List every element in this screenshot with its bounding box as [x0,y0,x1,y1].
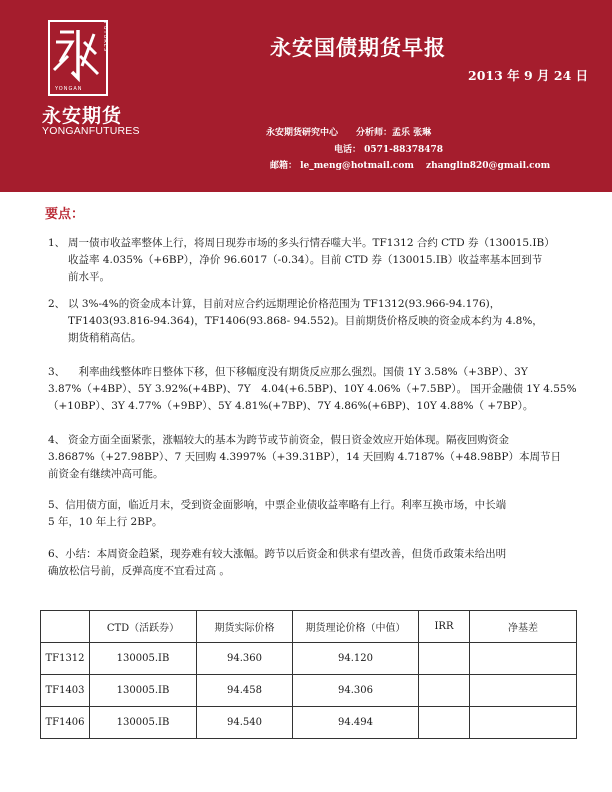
point-number: 3、 [48,366,66,378]
point-line: 利率曲线整体昨日整体下移，但下移幅度没有期货反应那么强烈。国债 1Y 3.58%（+3BP）、3Y [68,366,528,378]
table-header-row [41,611,577,643]
table-header-cell: 期货实际价格 [197,611,293,643]
point-number: 2、 [48,298,66,310]
point-line: 3.8687%（+27.98BP）、7 天回购 4.3997%（+39.31BP），14 天回购 4.7187%（+48.98BP）本周节日 [48,451,561,463]
point-2 [48,296,578,347]
table-cell: 94.306 [293,675,419,707]
table-header-cell: 净基差 [470,611,577,643]
header-banner [0,0,612,192]
point-line: TF1403(93.816-94.364)，TF1406(93.868- 94.552)。目前期货价格反映的资金成本约为 4.8%， [68,315,543,327]
point-line: （+10BP）、3Y 4.77%（+9BP）、5Y 4.81%(+7BP)、7Y 4.86%(+6BP)、10Y 4.88%（ +7BP）。 [48,400,534,412]
point-line: 资金方面全面紧张，涨幅较大的基本为跨节或节前资金，假日资金效应开始体现。隔夜回购资金 [68,434,509,446]
report-date: 2013 年 9 月 24 日 [468,68,589,83]
table-header-cell: CTD（活跃券） [90,611,197,643]
table-cell: TF1406 [41,707,90,739]
table-cell: TF1312 [41,643,90,675]
point-line: 5 年，10 年上行 2BP。 [48,516,163,528]
table-cell: 94.494 [293,707,419,739]
point-6 [48,546,578,580]
table-row [41,675,577,707]
table-cell [470,707,577,739]
yongan-logo-icon [50,26,102,86]
table-header-cell: IRR [419,611,470,643]
company-name-en: YONGANFUTURES [42,125,140,137]
point-line: 前资金有继续冲高可能。 [48,468,164,480]
table-cell: 94.458 [197,675,293,707]
company-name-cn: 永安期货 [42,105,123,127]
contact-email: 邮箱： le_meng@hotmail.com zhanglin820@gmail.com [270,161,551,171]
table-cell: 130005.IB [90,707,197,739]
table-cell: 94.360 [197,643,293,675]
point-line: 收益率 4.035%（+6BP），净价 96.6017（-0.34）。目前 CTD 券（130015.IB）收益率基本回到节 [68,254,543,266]
table-cell: 94.120 [293,643,419,675]
contact-phone: 电话： 0571-88378478 [334,145,444,155]
point-number: 6、 [48,548,66,560]
point-line: 3.87%（+4BP）、5Y 3.92%(+4BP)、7Y 4.04(+6.5BP)、10Y 4.06%（+7.5BP）。 国开金融债 1Y 4.55% [48,383,577,395]
report-title: 永安国债期货早报 [270,36,446,60]
point-line: 期货稍稍高估。 [68,332,142,344]
point-line: 小结：本周资金趋紧，现券难有较大涨幅。跨节以后资金和供求有望改善，但货币政策未给出明 [65,548,507,560]
point-number: 5、 [48,499,66,511]
table-header-cell: 期货理论价格（中值） [293,611,419,643]
point-line: 信用债方面，临近月末，受到资金面影响，中票企业债收益率略有上行。利率互换市场，中长端 [65,499,507,511]
point-line: 前水平。 [68,271,110,283]
table-cell: 94.540 [197,707,293,739]
point-number: 1、 [48,237,66,249]
point-number: 4、 [48,434,66,446]
point-5 [48,497,578,531]
table-cell: 130005.IB [90,643,197,675]
point-3 [48,364,578,415]
contact-org-analysts: 永安期货研究中心 分析师：孟乐 张琳 [266,128,432,138]
table-cell: TF1403 [41,675,90,707]
logo-yongan-text: YONGAN [55,86,83,92]
logo-futures-text: FUTURES [102,22,108,53]
table-row [41,643,577,675]
table-cell [419,643,470,675]
key-points-label: 要点： [45,207,85,222]
table-cell [419,675,470,707]
table-cell [470,643,577,675]
table-cell [419,707,470,739]
table-header-cell [41,611,90,643]
table-row [41,707,577,739]
table-cell [470,675,577,707]
point-line: 周一债市收益率整体上行，将周日现券市场的多头行情吞噬大半。TF1312 合约 CTD 券（130015.IB） [68,237,555,249]
point-line: 以 3%-4%的资金成本计算，目前对应合约远期理论价格范围为 TF1312(93.966-94.176)， [68,298,501,310]
point-4 [48,432,578,483]
table-cell: 130005.IB [90,675,197,707]
point-1 [48,235,578,286]
point-line: 确放松信号前，反弹高度不宜看过高 。 [48,565,230,577]
ctd-pricing-table [40,610,577,739]
